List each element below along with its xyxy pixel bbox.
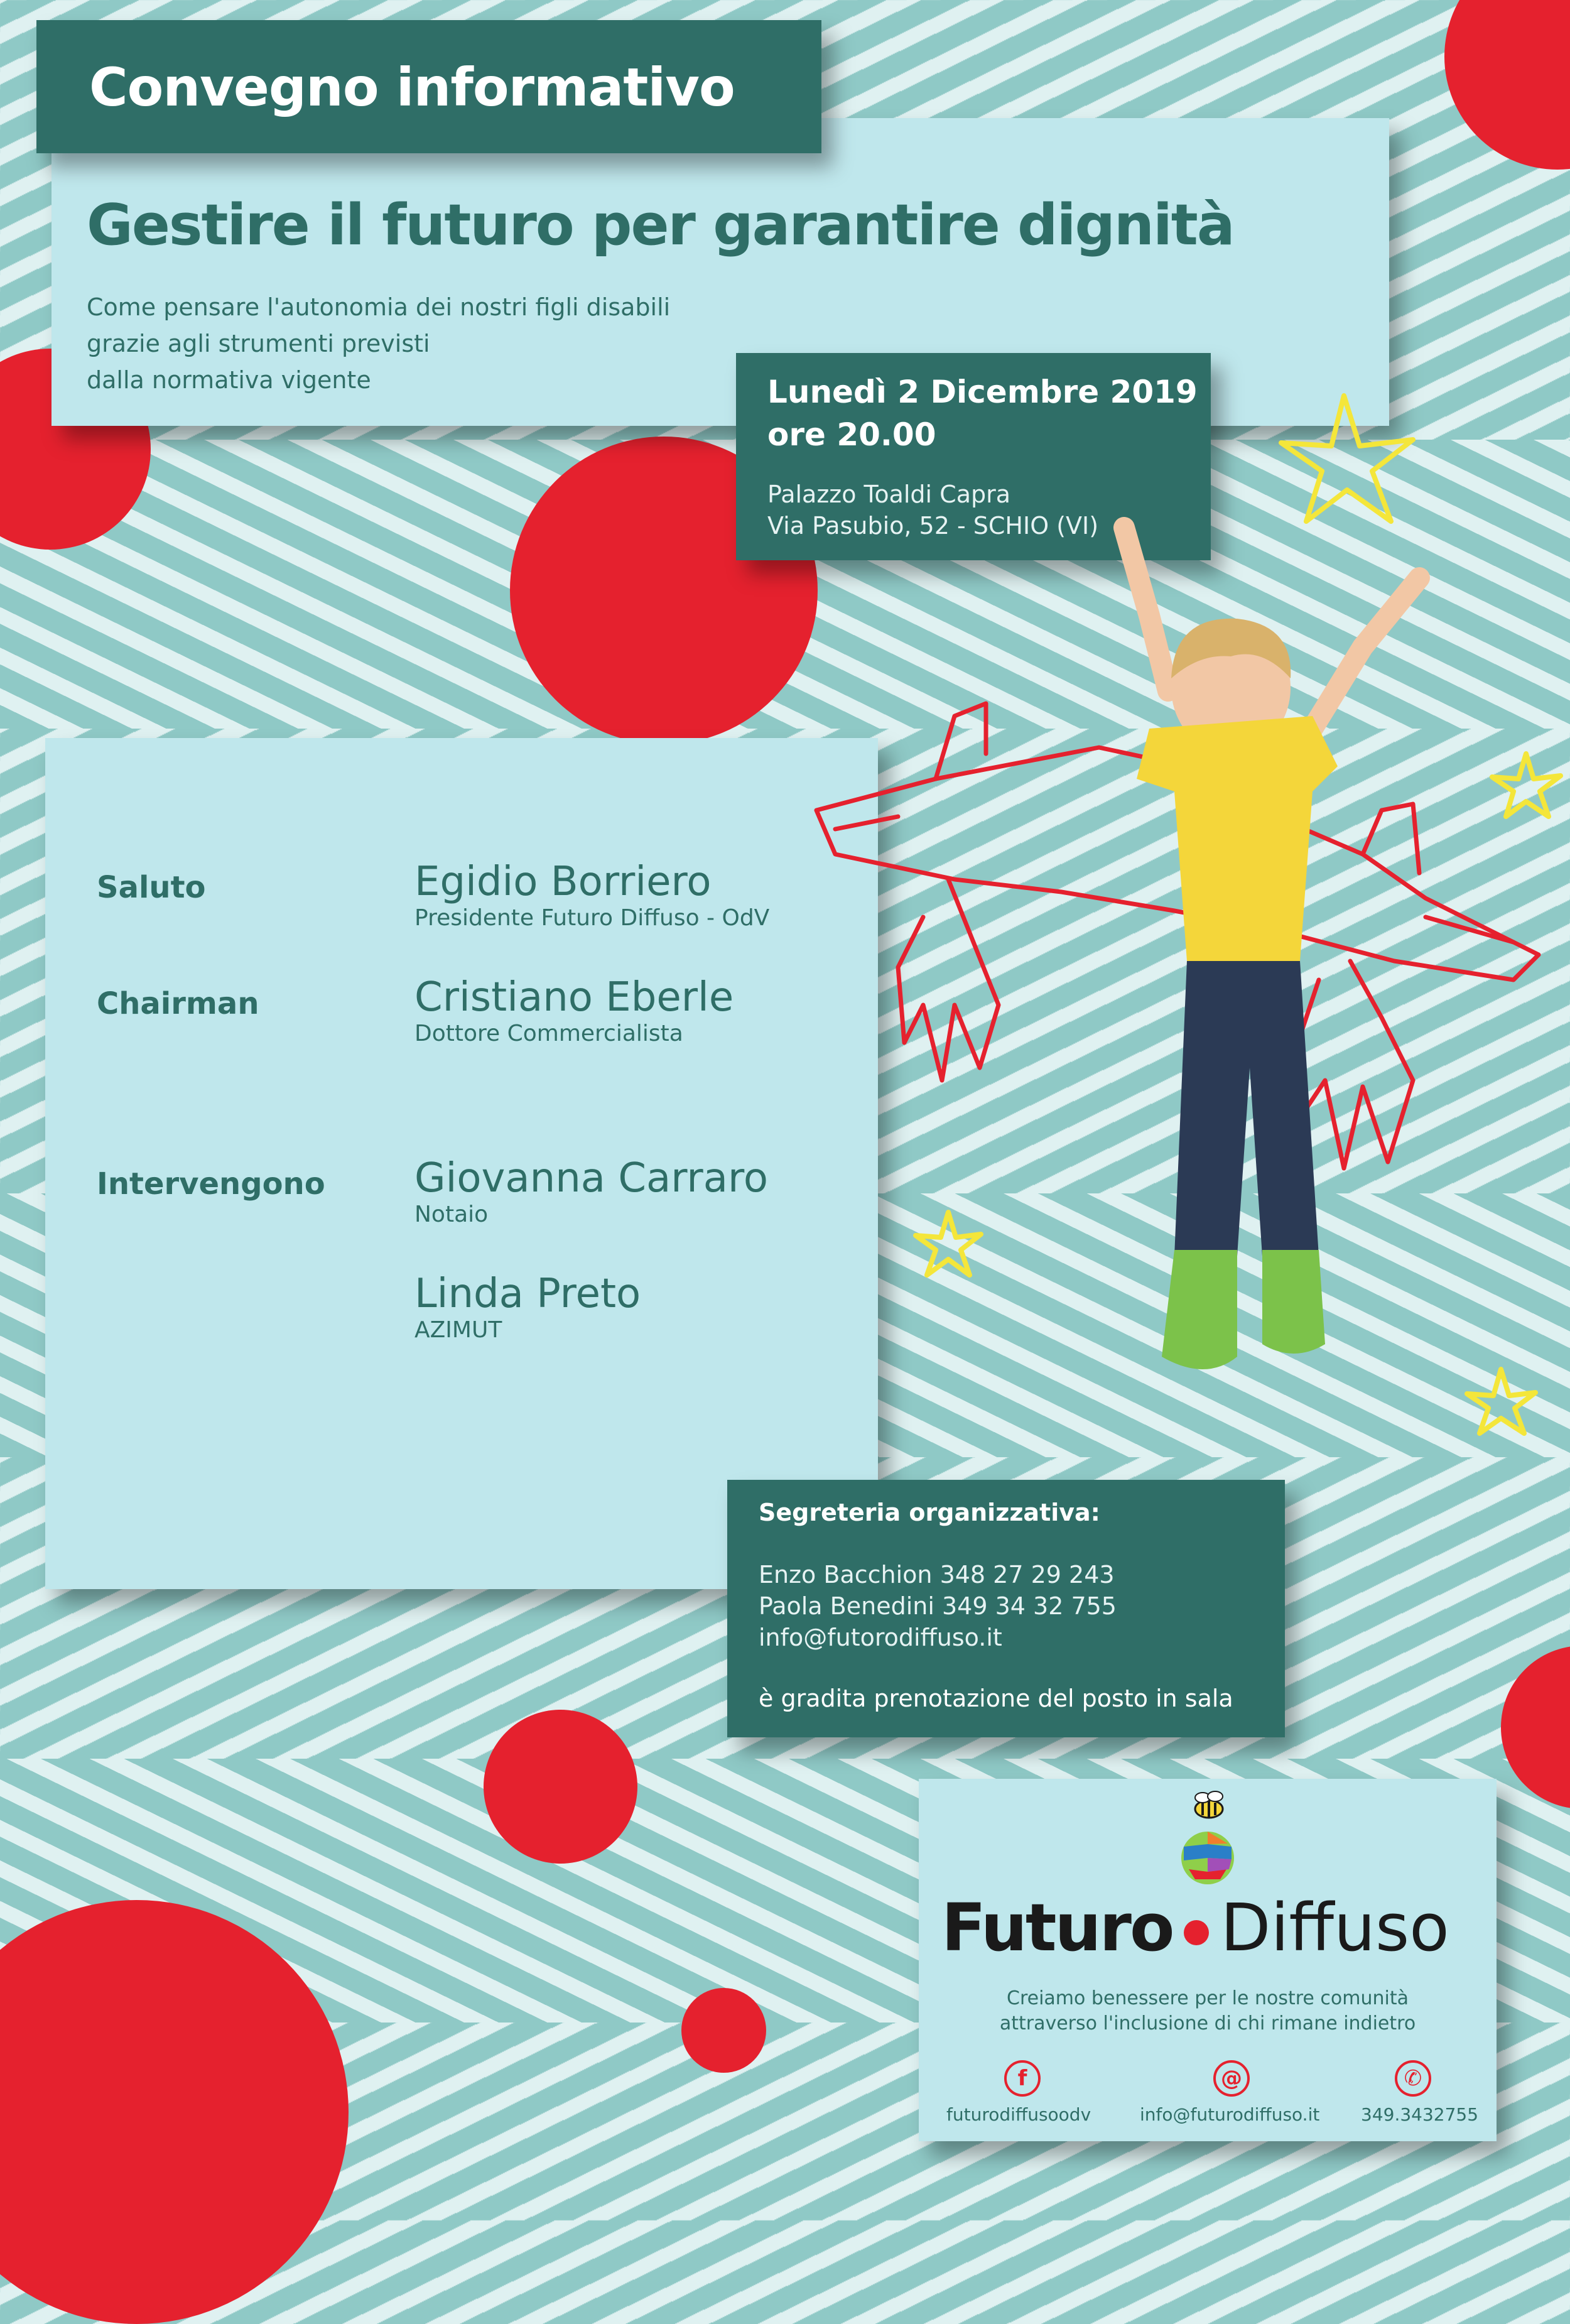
email-link[interactable]: info@futurodiffuso.it	[1140, 2104, 1320, 2125]
secretariat-panel	[727, 1480, 1285, 1737]
secretariat-contact: Enzo Bacchion 348 27 29 243	[759, 1561, 1115, 1588]
speaker-title: Dottore Commercialista	[414, 1021, 683, 1046]
program-role: Saluto	[97, 870, 206, 905]
booking-note: è gradita prenotazione del posto in sala	[759, 1685, 1233, 1712]
secretariat-contact: Paola Benedini 349 34 32 755	[759, 1592, 1117, 1620]
speaker-name: Cristiano Eberle	[414, 974, 734, 1021]
phone-icon[interactable]: ✆	[1395, 2060, 1431, 2097]
program-panel	[45, 738, 878, 1589]
header-banner	[36, 20, 821, 153]
secretariat-email: info@futorodiffuso.it	[759, 1624, 1002, 1651]
speaker-title: Notaio	[414, 1202, 489, 1227]
speaker-name: Giovanna Carraro	[414, 1155, 768, 1202]
email-icon[interactable]: @	[1213, 2060, 1250, 2097]
event-date: Lunedì 2 Dicembre 2019	[767, 374, 1198, 410]
speaker-name: Egidio Borriero	[414, 859, 712, 905]
speaker-title: AZIMUT	[414, 1317, 502, 1343]
bee-globe-logo-icon	[1170, 1784, 1245, 1891]
header-label: Convegno informativo	[89, 57, 735, 118]
child-figure	[1124, 528, 1419, 1369]
decorative-circle	[681, 1988, 766, 2073]
facebook-icon[interactable]: f	[1004, 2060, 1041, 2097]
child-airplane-illustration	[798, 377, 1570, 1457]
organization-tagline: Creiamo benessere per le nostre comunità attraverso l'inclusione di chi rimane indietro	[999, 1987, 1416, 2034]
event-venue: Palazzo Toaldi Capra	[767, 481, 1011, 508]
phone-link[interactable]: 349.3432755	[1361, 2104, 1479, 2125]
event-time: ore 20.00	[767, 416, 936, 453]
speaker-title: Presidente Futuro Diffuso - OdV	[414, 905, 770, 931]
decorative-circle	[1444, 0, 1570, 170]
brand-logo: Futuro Diffuso	[941, 1889, 1449, 1966]
secretariat-title: Segreteria organizzativa:	[759, 1499, 1100, 1526]
speaker-name: Linda Preto	[414, 1271, 641, 1317]
event-title: Gestire il futuro per garantire dignità	[87, 192, 1234, 258]
facebook-link[interactable]: futurodiffusoodv	[946, 2104, 1091, 2125]
program-role: Intervengono	[97, 1166, 325, 1202]
event-subtitle: Come pensare l'autonomia dei nostri figli disabili grazie agli strumenti previsti dalla normativa vigente	[87, 293, 671, 394]
decorative-circle	[484, 1710, 637, 1864]
event-address: Via Pasubio, 52 - SCHIO (VI)	[767, 512, 1099, 540]
organization-panel	[919, 1779, 1497, 2141]
program-role: Chairman	[97, 986, 259, 1021]
brand-dot	[1184, 1920, 1209, 1945]
